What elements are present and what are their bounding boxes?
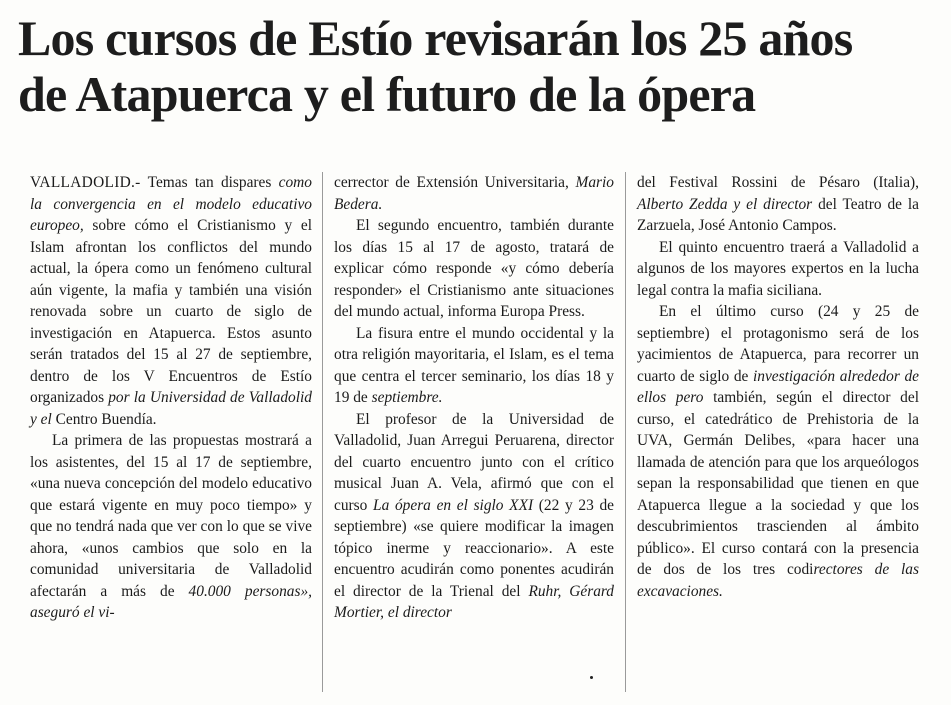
italic-text: septiembre. (371, 389, 443, 406)
text: del Teatro de la Zarzuela, José Antonio Campos. (637, 195, 919, 234)
headline (18, 10, 933, 122)
column-1 (30, 172, 312, 702)
paragraph (637, 301, 919, 602)
paragraph (334, 409, 614, 624)
italic-text: 40.000 personas», aseguró el vi- (30, 582, 312, 621)
italic-text: por la Universidad de Valladolid y el (30, 389, 312, 428)
headline-line-2: de Atapuerca y el futuro de la ópera (18, 66, 756, 122)
text: Centro Buendía. (51, 410, 157, 428)
italic-text: como la convergencia en el modelo educativo europeo, (30, 174, 312, 234)
italic-text: Ruhr, Gérard Mortier, el director (334, 582, 615, 621)
dateline: VALLADOLID.- (30, 174, 141, 191)
paragraph (334, 172, 614, 215)
column-rule-1 (322, 172, 323, 692)
italic-text: Alberto Zedda y el director (637, 195, 813, 213)
text: La fisura entre el mundo occidental y la otra religión mayoritaria, el Islam, es el tema que centra el tercer seminario, los días 18 y 19 de (334, 324, 614, 406)
headline-line-1: Los cursos de Estío revisarán los 25 años (18, 10, 853, 66)
paragraph (30, 430, 312, 624)
italic-text: investigación alrededor de ellos pero (637, 367, 919, 406)
paragraph (637, 172, 919, 237)
column-2 (334, 172, 614, 702)
text: La primera de las propuestas mostrará a los asistentes, del 15 al 17 de septiembre, «una nueva concepción del modelo educativo que estará vigente en muy poco tiempo» y que no tendrá nada que ver con lo que se vive ahora, «unos cambios que solo en la comunidad universitaria de Valladolid afectarán a más de (30, 432, 312, 600)
text: sobre cómo el Cristianismo y el Islam afrontan los conflictos del mundo actual, la ópera como un fenómeno cultural aún vigente, la mafia y también una visión renovada sobre un cuarto de siglo de investigación en Atapuerca. Estos asunto serán tratados del 15 al 27 de septiembre, dentro de los V Encuentros de Estío organizados (30, 217, 312, 406)
print-speck (590, 676, 593, 679)
paragraph (30, 172, 312, 430)
text: cerrector de Extensión Universitaria, (334, 174, 576, 191)
italic-text: La ópera en el siglo XXI (373, 496, 534, 514)
text: del Festival Rossini de Pésaro (Italia), (637, 174, 919, 191)
paragraph (334, 323, 614, 409)
paragraph: El segundo encuentro, también durante los días 15 al 17 de agosto, tratará de explicar cómo responde «y cómo debería responder» el Cristianismo ante situaciones del mundo actual, informa Europa Press. (334, 217, 614, 320)
italic-text: rectores de las excavaciones. (637, 561, 919, 600)
text: El profesor de la Universidad de Valladolid, Juan Arregui Peruarena, director del cuarto encuentro junto con el crítico musical Juan A. Vela, afirmó que con el curso (334, 410, 614, 514)
paragraph: El quinto encuentro traerá a Valladolid a algunos de los mayores expertos en la lucha legal contra la mafia siciliana. (637, 238, 919, 299)
column-rule-2 (625, 172, 626, 692)
text: también, según el director del curso, el catedrático de Prehistoria de la UVA, Germán Delibes, «para hacer una llamada de atención para que los arqueólogos sepan la responsabilidad que tienen en que Atapuerca llegue a la sociedad y que los descubrimientos trascienden al ámbito público». El curso contará con la presencia de dos de los tres codi (637, 389, 919, 578)
column-3 (637, 172, 919, 702)
text: Temas tan dispares (140, 174, 279, 191)
text: (22 y 23 de septiembre) «se quiere modificar la imagen tópico inerme y reaccionario». A este encuentro acudirán como ponentes acudirán el director de la Trienal del (334, 496, 614, 600)
text: En el último curso (24 y 25 de septiembre) el protagonismo será de los yacimientos de Atapuerca, para recorrer un cuarto de siglo de (637, 303, 919, 385)
italic-text: Mario Bedera. (334, 174, 614, 213)
